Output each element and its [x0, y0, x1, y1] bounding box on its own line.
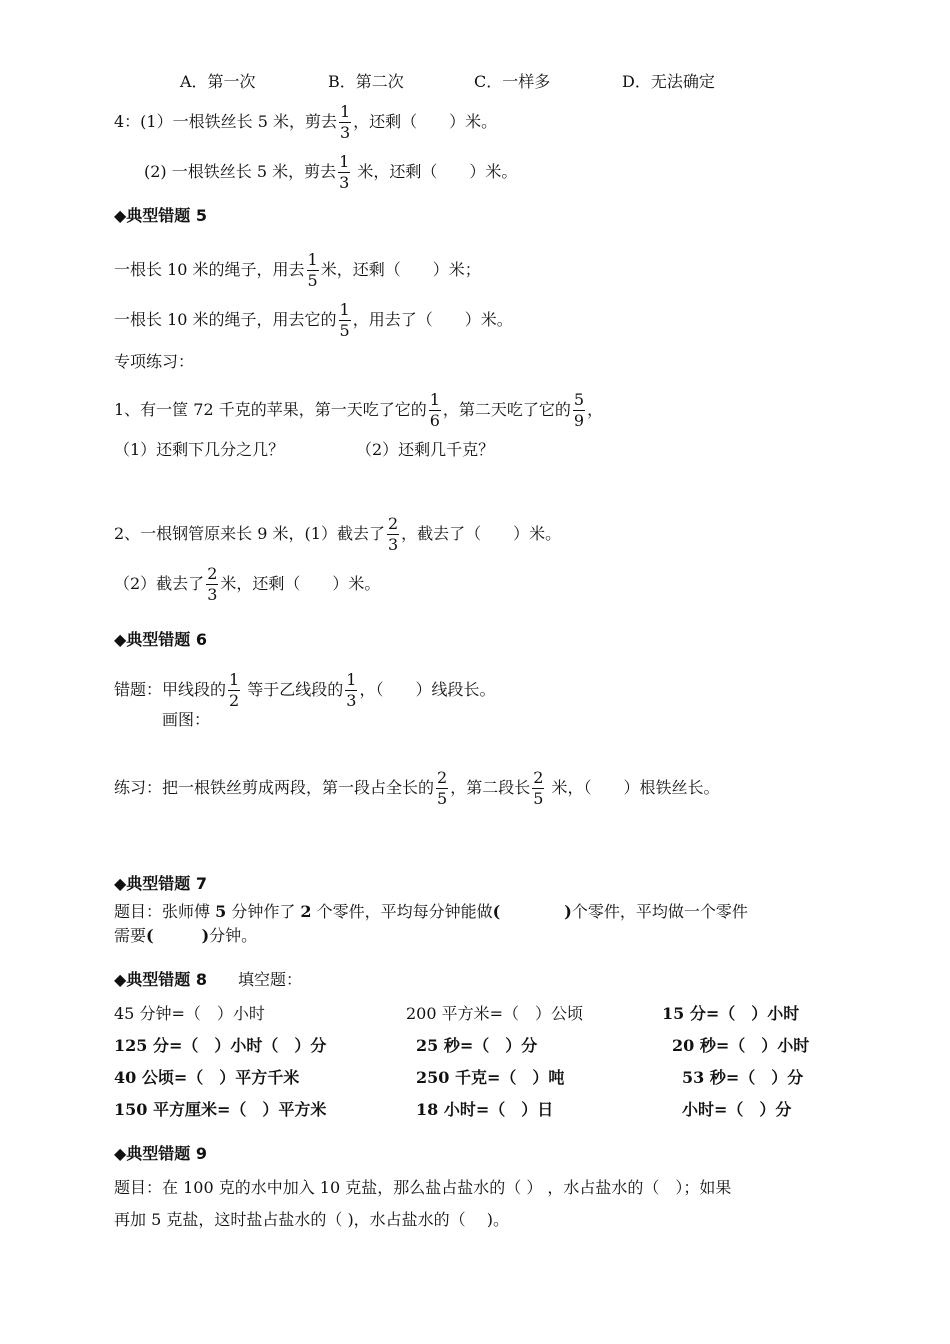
fraction: $\frac{1}{2}$: [229, 670, 240, 710]
heading-error-8: ◆典型错题 8: [114, 970, 208, 989]
heading-error-6: ◆典型错题 6: [114, 630, 208, 649]
practice-label: 专项练习：: [114, 352, 195, 371]
e6-line-1: 错题：甲线段的 $\frac{1}{2}$ 等于乙线段的 $\frac{1}{3}$ ，（ ）线段长。: [114, 670, 496, 710]
practice-1-sub-1: （1）还剩下几分之几？: [114, 440, 285, 459]
q4-line-2: [144, 154, 517, 191]
practice-1: 1、有一筐 72 千克的苹果，第一天吃了它的 $\frac{1}{6}$ ，第二天吃了它的 $\frac{5}{9}$ ，: [114, 390, 604, 430]
fraction: $\frac{2}{5}$: [533, 768, 544, 808]
draw-label: 画图：: [162, 710, 211, 729]
q4-line-1-text: 4：(1）一根铁丝长 5 米，剪去: [114, 112, 337, 131]
fraction: $\frac{1}{3}$: [339, 102, 351, 142]
conversion-item: 小时=（ ）分: [682, 1100, 792, 1119]
heading-error-7: ◆典型错题 7: [114, 874, 208, 893]
e5-line-2: 一根长 10 米的绳子，用去它的 $\frac{1}{5}$ ，用去了（ ）米。: [114, 300, 513, 340]
conversion-item: 250 千克=（ ）吨: [416, 1068, 565, 1087]
fraction: $\frac{1}{5}$: [339, 300, 350, 340]
conversion-item: 45 分钟=（ ）小时: [114, 1004, 265, 1023]
fill-blank-label: 填空题：: [238, 970, 303, 989]
conversion-item: 20 秒=（ ）小时: [672, 1036, 810, 1055]
fraction: $\frac{2}{3}$: [387, 514, 399, 554]
conversion-item: 200 平方米=（ ）公顷: [406, 1004, 584, 1023]
e9-line-2: 再加 5 克盐，这时盐占盐水的（ )，水占盐水的（ )。: [114, 1210, 510, 1229]
conversion-item: 18 小时=（ ）日: [416, 1100, 554, 1119]
q4-line-2-text: (2) 一根铁丝长 5 米，剪去: [144, 162, 337, 181]
conversion-item: 15 分=（ ）小时: [662, 1004, 800, 1023]
e9-line-1: 题目：在 100 克的水中加入 10 克盐，那么盐占盐水的（ ） ，水占盐水的（ ）；如果: [114, 1178, 732, 1197]
q4-line-2-tail: 米，还剩（ ）米。: [352, 162, 518, 181]
e7-line-1: 题目：张师傅 5 分钟作了 2 个零件，平均每分钟能做( )个零件，平均做一个零件: [114, 902, 748, 921]
conversion-item: 150 平方厘米=（ ）平方米: [114, 1100, 327, 1119]
conversion-item: 53 秒=（ ）分: [682, 1068, 804, 1087]
e6-exercise: 练习：把一根铁丝剪成两段，第一段占全长的 $\frac{2}{5}$ ，第二段长 $\frac{2}{5}$ 米，（ ）根铁丝长。: [114, 768, 720, 808]
fraction: $\frac{1}{6}$: [429, 390, 440, 430]
fraction: $\frac{5}{9}$: [573, 390, 585, 430]
fraction: $\frac{1}{3}$: [346, 670, 357, 710]
e5-line-1: 一根长 10 米的绳子，用去 $\frac{1}{5}$ 米，还剩（ ）米；: [114, 250, 481, 290]
conversion-item: 25 秒=（ ）分: [416, 1036, 538, 1055]
heading-error-9: ◆典型错题 9: [114, 1144, 208, 1163]
practice-2: 2、一根钢管原来长 9 米，(1）截去了 $\frac{2}{3}$ ，截去了（ ）米。: [114, 514, 562, 554]
option-c: C．一样多: [474, 72, 551, 91]
q4-line-1: [114, 104, 497, 141]
fraction: $\frac{2}{5}$: [437, 768, 448, 808]
fraction: $\frac{2}{3}$: [207, 564, 218, 604]
option-d: D．无法确定: [622, 72, 715, 91]
heading-error-5: ◆典型错题 5: [114, 206, 208, 225]
practice-1-sub-2: （2）还剩几千克？: [356, 440, 495, 459]
option-b: B．第二次: [328, 72, 404, 91]
fraction: $\frac{1}{5}$: [307, 250, 318, 290]
conversion-item: 40 公顷=（ ）平方千米: [114, 1068, 300, 1087]
q4-line-1-tail: ，还剩（ ）米。: [353, 112, 498, 131]
e7-line-2: 需要( )分钟。: [114, 926, 258, 945]
practice-2-b: （2）截去了 $\frac{2}{3}$ 米，还剩（ ）米。: [114, 564, 381, 604]
option-a: A．第一次: [180, 72, 256, 91]
conversion-item: 125 分=（ ）小时（ ）分: [114, 1036, 327, 1055]
fraction: $\frac{1}{3}$: [339, 152, 350, 192]
